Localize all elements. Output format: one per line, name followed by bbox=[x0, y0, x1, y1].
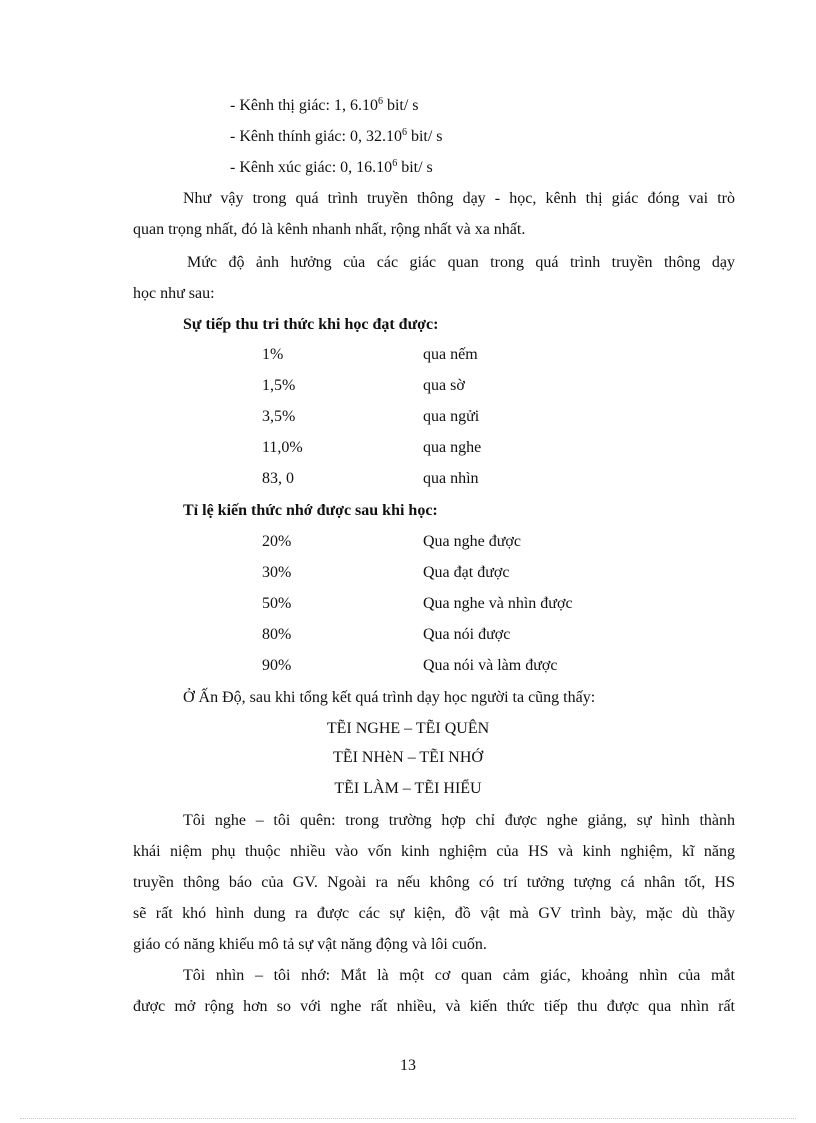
paragraph-4-line-1: Tôi nhìn – tôi nhớ: Mắt là một cơ quan cảm giác, khoảng nhìn của mắt bbox=[183, 967, 735, 984]
channel-auditory: - Kênh thính giác: 0, 32.10$^6$ bit/ s bbox=[230, 127, 443, 145]
section-1-percent: 11,0% bbox=[262, 439, 303, 456]
section-1-percent: 1% bbox=[262, 346, 284, 363]
channel-visual: - Kênh thị giác: 1, 6.10$^6$ bit/ s bbox=[230, 96, 419, 114]
channel-tactile: - Kênh xúc giác: 0, 16.10$^6$ bit/ s bbox=[230, 158, 433, 176]
section-1-description: qua sờ bbox=[423, 377, 465, 394]
section-2-description: Qua đạt được bbox=[423, 564, 510, 581]
section-2-heading: Tỉ lệ kiến thức nhớ được sau khi học: bbox=[183, 502, 438, 519]
section-2-percent: 90% bbox=[262, 657, 292, 674]
page-number: 13 bbox=[400, 1057, 416, 1074]
section-1-percent: 83, 0 bbox=[262, 470, 294, 487]
paragraph-2-line-1: Mức độ ảnh hưởng của các giác quan trong quá trình truyền thông dạy bbox=[187, 254, 735, 271]
section-1-percent: 1,5% bbox=[262, 377, 296, 394]
section-1-heading: Sự tiếp thu tri thức khi học đạt được: bbox=[183, 316, 439, 333]
motto-line-3: TẼI LÀM – TẼI HIỂU bbox=[334, 780, 482, 797]
paragraph-3-line-4: sẽ rất khó hình dung ra được các sự kiện, đồ vật mà GV trình bày, mặc dù thầy bbox=[133, 905, 735, 922]
section-2-percent: 30% bbox=[262, 564, 292, 581]
section-2-percent: 80% bbox=[262, 626, 292, 643]
paragraph-2-line-2: học như sau: bbox=[133, 285, 215, 302]
paragraph-3-line-5: giáo có năng khiếu mô tả sự vật năng động và lôi cuốn. bbox=[133, 936, 487, 953]
section-2-description: Qua nói được bbox=[423, 626, 511, 643]
section-2-description: Qua nghe được bbox=[423, 533, 521, 550]
motto-line-1: TẼI NGHE – TẼI QUÊN bbox=[326, 720, 490, 737]
india-intro-line: Ở Ấn Độ, sau khi tổng kết quá trình dạy học người ta cũng thấy: bbox=[183, 689, 596, 706]
section-2-description: Qua nói và làm được bbox=[423, 657, 558, 674]
section-1-description: qua nghe bbox=[423, 439, 482, 456]
paragraph-1-line-1: Như vậy trong quá trình truyền thông dạy - học, kênh thị giác đóng vai trò bbox=[183, 190, 735, 207]
paragraph-3-line-2: khái niệm phụ thuộc nhiều vào vốn kinh nghiệm của HS và kinh nghiệm, kĩ năng bbox=[133, 843, 735, 860]
section-1-description: qua nhìn bbox=[423, 470, 479, 487]
section-2-percent: 20% bbox=[262, 533, 292, 550]
motto-line-2: TẼI NHèN – TẼI NHỚ bbox=[333, 749, 483, 766]
section-1-percent: 3,5% bbox=[262, 408, 296, 425]
section-1-description: qua nếm bbox=[423, 346, 478, 363]
section-1-description: qua ngửi bbox=[423, 408, 480, 425]
paragraph-1-line-2: quan trọng nhất, đó là kênh nhanh nhất, rộng nhất và xa nhất. bbox=[133, 221, 526, 238]
page-bottom-divider bbox=[20, 1118, 796, 1119]
paragraph-3-line-1: Tôi nghe – tôi quên: trong trường hợp chỉ được nghe giảng, sự hình thành bbox=[183, 812, 735, 829]
paragraph-4-line-2: được mở rộng hơn so với nghe rất nhiều, và kiến thức tiếp thu được qua nhìn rất bbox=[133, 998, 735, 1015]
section-2-percent: 50% bbox=[262, 595, 292, 612]
paragraph-3-line-3: truyền thông báo của GV. Ngoài ra nếu không có trí tưởng tượng cá nhân tốt, HS bbox=[133, 874, 735, 891]
section-2-description: Qua nghe và nhìn được bbox=[423, 595, 573, 612]
